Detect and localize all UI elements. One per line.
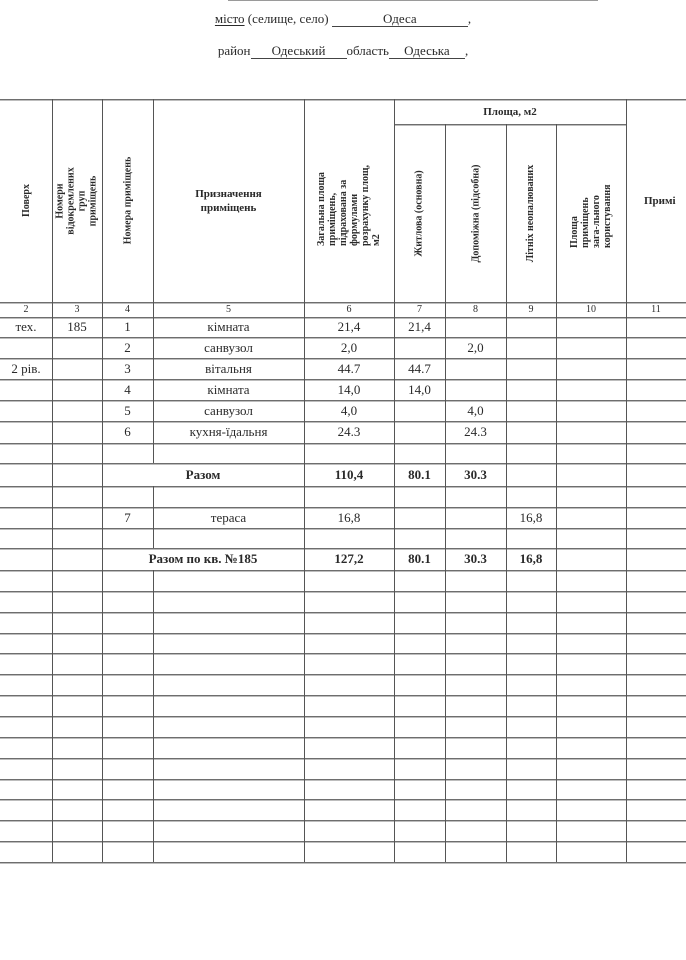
grand-total-summer: 16,8: [519, 551, 543, 566]
cell-summer: [506, 337, 556, 358]
column-number: 6: [346, 303, 352, 315]
grid-col-line: [102, 99, 103, 862]
cell-purpose: кімната: [207, 381, 250, 397]
cell-room: 6: [124, 424, 131, 439]
grid-subheader-line: [394, 124, 626, 125]
cell-group: [52, 337, 102, 358]
cell-group: 185: [67, 319, 87, 334]
cell-room: 5: [124, 402, 131, 418]
header-total-area: Загальна площа приміщень, підрахована за формулами розрахунку площ, м2: [316, 164, 382, 246]
cell-aux: [445, 379, 506, 400]
district-line: район Одеський область Одеська ,: [217, 43, 469, 58]
header-auxiliary: Допоміжна (підсобна): [470, 163, 482, 263]
cell-summer: [506, 358, 556, 379]
cell-purpose: санвузол: [204, 402, 253, 418]
cell-living: 44.7: [408, 360, 431, 376]
cell-purpose: тераса: [210, 509, 247, 525]
header-floor: Поверх: [20, 184, 32, 217]
cell-common: [556, 421, 626, 443]
cell-group: [52, 400, 102, 421]
column-number: 7: [417, 303, 422, 315]
cell-room: 7: [124, 509, 131, 525]
cell-room: 4: [124, 381, 131, 397]
grid-col-line: [153, 486, 154, 548]
cell-total: 2,0: [340, 339, 358, 355]
city-label-rest: (селище, село): [247, 11, 329, 26]
cell-aux: 2,0: [467, 339, 484, 355]
cell-living: [394, 400, 445, 421]
grand-total-total: 127,2: [334, 551, 364, 566]
cell-living: [394, 421, 445, 443]
column-number: 8: [473, 303, 478, 315]
column-number: 3: [74, 303, 80, 315]
cell-room: 3: [124, 360, 131, 376]
cell-floor: [0, 421, 52, 443]
cell-living: 21,4: [408, 319, 431, 334]
header-living: Житлова (основна): [414, 169, 426, 257]
city-value: Одеса: [332, 12, 468, 27]
cell-aux: 24.3: [464, 424, 487, 439]
cell-summer: 16,8: [519, 509, 543, 525]
cell-living: 14,0: [408, 381, 431, 397]
grid-col-line: [445, 124, 446, 862]
city-line: місто (селище, село) Одеса ,: [214, 11, 472, 26]
subtotal-living: 80.1: [408, 466, 431, 482]
column-number: 10: [586, 303, 596, 315]
cell-total: 44.7: [337, 360, 361, 376]
grid-col-line: [153, 99, 154, 463]
cell-common: [556, 337, 626, 358]
district-label: район: [217, 43, 251, 58]
grid-col-line: [506, 124, 507, 862]
cell-common: [556, 379, 626, 400]
cell-group: [52, 421, 102, 443]
grid-col-line: [394, 99, 395, 862]
subtotal-aux: 30.3: [464, 466, 487, 482]
cell-floor: 2 рів.: [11, 360, 41, 376]
cell-room: 1: [124, 319, 131, 334]
header-note: Примі: [644, 194, 676, 207]
cell-summer: [506, 379, 556, 400]
header-group-numbers: Номери відокремлених груп приміщень: [55, 166, 99, 235]
grid-col-line: [52, 99, 53, 862]
cell-common: [556, 317, 626, 337]
grand-total-aux: 30.3: [464, 551, 487, 566]
region-label: область: [346, 43, 389, 58]
cell-floor: тех.: [15, 319, 37, 334]
subtotal-label: Разом: [185, 466, 221, 482]
cell-total: 24.3: [337, 424, 361, 439]
cell-floor: [0, 400, 52, 421]
cell-floor: [0, 337, 52, 358]
cell-purpose: кухня-їдальня: [189, 424, 268, 439]
cell-room: 2: [124, 339, 131, 355]
grid-col-line: [626, 99, 627, 862]
column-number: 4: [125, 303, 130, 315]
column-number: 2: [23, 303, 29, 315]
header-summer: Літніх неопалюваних: [525, 164, 537, 262]
cell-group: [52, 358, 102, 379]
grid-col-line: [153, 570, 154, 862]
cell-aux: [445, 317, 506, 337]
cell-aux: [445, 358, 506, 379]
column-number: 5: [226, 303, 231, 315]
grid-col-line: [304, 99, 305, 862]
cell-summer: [506, 421, 556, 443]
cell-total: 4,0: [340, 402, 358, 418]
cell-floor: [0, 379, 52, 400]
cell-group: [52, 379, 102, 400]
cell-total: 14,0: [337, 381, 361, 397]
cell-common: [556, 358, 626, 379]
header-purpose: Призначення приміщень: [195, 187, 262, 214]
grid-col-line: [556, 124, 557, 862]
column-number: 9: [528, 303, 534, 315]
header-room-numbers: Номера приміщень: [122, 156, 134, 245]
header-common: Площа приміщень зага-льного користування: [569, 184, 613, 248]
cell-summer: [506, 317, 556, 337]
cell-total: 21,4: [337, 319, 361, 334]
column-number: 11: [651, 303, 661, 315]
cell-total: 16,8: [337, 509, 361, 525]
city-label: місто: [214, 11, 245, 26]
cell-purpose: кімната: [207, 319, 250, 334]
cell-aux: 4,0: [467, 402, 484, 418]
cell-summer: [506, 400, 556, 421]
grid-row-line: [0, 862, 686, 863]
grand-total-label: Разом по кв. №185: [148, 551, 258, 566]
subtotal-total: 110,4: [334, 466, 364, 482]
district-value: Одеський: [251, 44, 347, 59]
grand-total-living: 80.1: [408, 551, 431, 566]
cell-common: [556, 400, 626, 421]
region-value: Одеська: [389, 44, 465, 59]
cell-living: [394, 337, 445, 358]
header-area-group: Площа, м2: [483, 105, 537, 118]
cell-purpose: санвузол: [204, 339, 253, 355]
cell-purpose: вітальня: [205, 360, 252, 376]
